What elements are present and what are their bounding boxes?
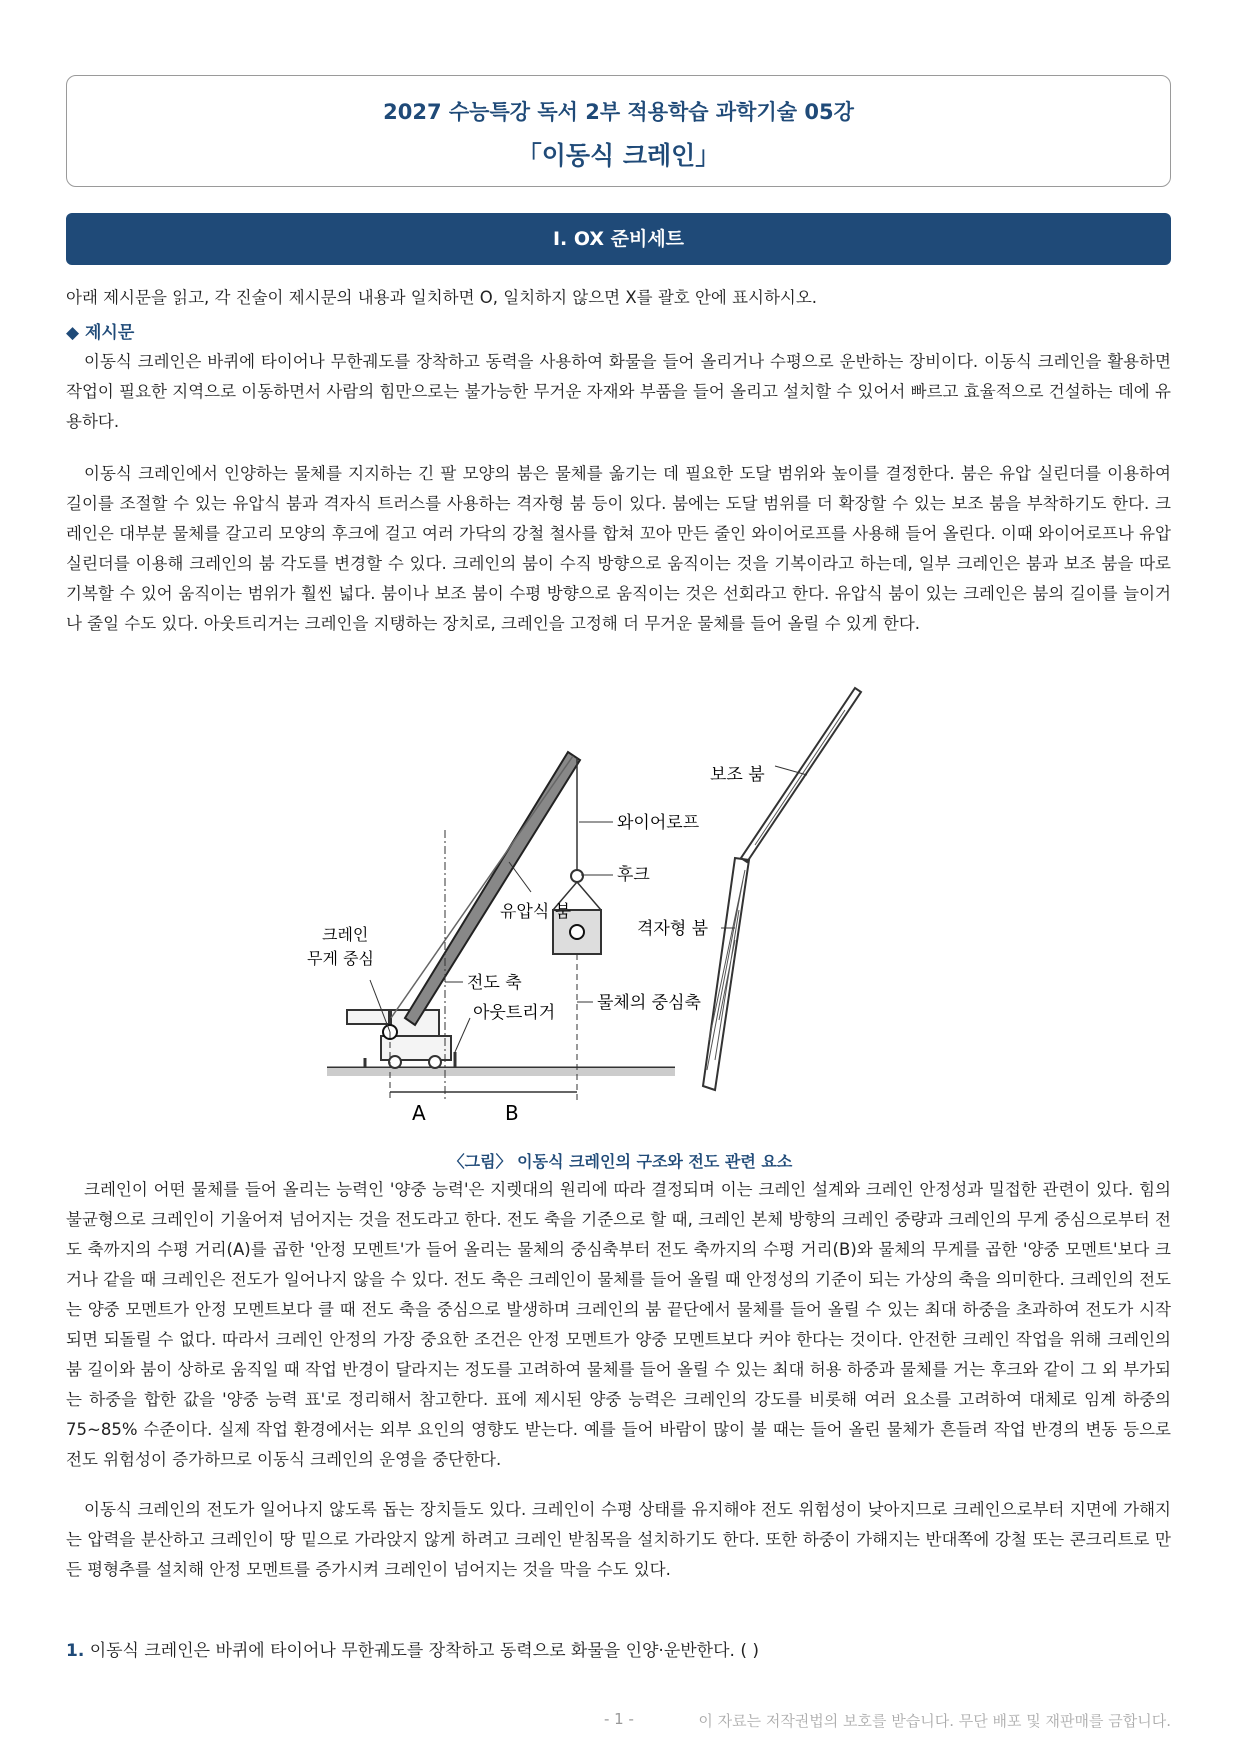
wheel (389, 1056, 401, 1068)
wire-rope-label: 와이어로프 (617, 813, 700, 833)
distance-b-label: B (505, 1101, 519, 1125)
hydraulic-boom-label: 유압식 붐 (500, 902, 572, 922)
figure-caption: 〈그림〉 이동식 크레인의 구조와 전도 관련 요소 (448, 1152, 793, 1171)
cog-label-line1: 크레인 (322, 925, 369, 944)
instruction-text: 아래 제시문을 읽고, 각 진술이 제시문의 내용과 일치하면 O, 일치하지 않으면 X를 괄호 안에 표시하시오. (66, 288, 818, 307)
crane-figure (295, 680, 945, 1140)
cog-label-line2: 무게 중심 (307, 949, 374, 968)
passage-title: 「이동식 크레인」 (516, 141, 721, 170)
copyright-notice: 이 자료는 저작권법의 보호를 받습니다. 무단 배포 및 재판매를 금합니다. (698, 1712, 1171, 1730)
page-number: - 1 - (604, 1710, 634, 1728)
question-text: 이동식 크레인은 바퀴에 타이어나 무한궤도를 장착하고 동력으로 화물을 인양·운반한다. ( ) (89, 1641, 760, 1661)
distance-a-label: A (412, 1101, 426, 1125)
sling-right (577, 882, 601, 910)
hook (571, 870, 583, 882)
paragraph-2: 이동식 크레인에서 인양하는 물체를 지지하는 긴 팔 모양의 붐은 물체를 옮기는 데 필요한 도달 범위와 높이를 결정한다. 붐은 유압 실린더를 이용하여 길이를 조절할 수 있는 유압식 붐과 격자식 트러스를 사용하는 격자형 붐 등이 있다. 붐에는 도달 범위를 더 확장할 수 있는 보조 붐을 부착하기도 한다. 크레인은 대부분 물체를 갈고리 모양의 후크에 걸고 여러 가닥의 강철 철사를 합쳐 꼬아 만든 줄인 와이어로프를 사용해 들어 올린다. 이때 와이어로프나 유압 실린더를 이용해 크레인의 붐 각도를 변경할 수 있다. 크레인의 붐이 수직 방향으로 움직이는 것을 기복이라고 하는데, 일부 크레인은 붐과 보조 붐을 따로 기복할 수 있어 움직이는 범위가 훨씬 넓다. 붐이나 보조 붐이 수평 방향으로 움직이는 것은 선회라고 한다. 유압식 붐이 있는 크레인은 붐의 길이를 늘이거나 줄일 수도 있다. 아웃트리거는 크레인을 지탱하는 장치로, 크레인을 고정해 더 무거운 물체를 들어 올릴 수 있게 한다. (66, 464, 1171, 633)
load-axis-label: 물체의 중심축 (597, 993, 701, 1013)
lattice-bracing (707, 870, 745, 1070)
tipping-axis-label: 전도 축 (467, 973, 522, 993)
paragraph-3: 크레인이 어떤 물체를 들어 올리는 능력인 '양중 능력'은 지렛대의 원리에 따라 결정되며 이는 크레인 설계와 크레인 안정성과 밀접한 관련이 있다. 힘의 불균형으로 크레인이 기울어져 넘어지는 것을 전도라고 한다. 전도 축을 기준으로 할 때, 크레인 본체 방향의 크레인 중량과 크레인의 무게 중심으로부터 전도 축까지의 수평 거리(A)를 곱한 '안정 모멘트'가 들어 올리는 물체의 중심축부터 전도 축까지의 수평 거리(B)와 물체의 무게를 곱한 '양중 모멘트'보다 크거나 같을 때 크레인은 전도가 일어나지 않을 수 있다. 전도 축은 크레인이 물체를 들어 올릴 때 안정성의 기준이 되는 가상의 축을 의미한다. 크레인의 전도는 양중 모멘트가 안정 모멘트보다 클 때 전도 축을 중심으로 발생하며 크레인의 붐 끝단에서 물체를 들어 올릴 수 있는 최대 하중을 초과하여 전도가 시작되면 되돌릴 수 없다. 따라서 크레인 안정의 가장 중요한 조건은 안정 모멘트가 양중 모멘트보다 커야 한다는 것이다. 안전한 크레인 작업을 위해 크레인의 붐 길이와 붐이 상하로 움직일 때 작업 반경이 달라지는 정도를 고려하여 물체를 들어 올릴 수 있는 최대 허용 하중과 물체를 거는 후크와 같이 그 외 부가되는 하중을 합한 값을 '양중 능력 표'로 정리해서 참고한다. 표에 제시된 양중 능력은 크레인의 강도를 비롯해 여러 요소를 고려하여 대체로 임계 하중의 75~85% 수준이다. 실제 작업 환경에서는 외부 요인의 영향도 받는다. 예를 들어 바람이 많이 불 때는 들어 올린 물체가 흔들려 작업 반경의 변동 등으로 전도 위험성이 증가하므로 이동식 크레인의 운영을 중단한다. (66, 1180, 1171, 1469)
passage-label: ◆ 제시문 (66, 323, 135, 343)
title-box (66, 75, 1171, 187)
paragraph-1: 이동식 크레인은 바퀴에 타이어나 무한궤도를 장착하고 동력을 사용하여 화물을 들어 올리거나 수평으로 운반하는 장비이다. 이동식 크레인을 활용하면 작업이 필요한 지역으로 이동하면서 사람의 힘만으로는 불가능한 무거운 자재와 부품을 들어 올리고 설치할 수 있어서 빠르고 효율적으로 건설하는 데에 유용하다. (66, 352, 1171, 431)
question-number: 1. (66, 1641, 85, 1661)
load-center-marker (570, 925, 584, 939)
hook-label: 후크 (617, 865, 650, 885)
aux-bracing (755, 710, 845, 845)
auxiliary-boom-label: 보조 붐 (710, 765, 765, 785)
lattice-boom-label: 격자형 붐 (637, 919, 709, 939)
question-1[interactable] (66, 1636, 759, 1661)
course-title: 2027 수능특강 독서 2부 적용학습 과학기술 05강 (383, 100, 854, 124)
section-header: Ⅰ. OX 준비세트 (66, 213, 1171, 265)
ground-hatch (327, 1068, 675, 1076)
outrigger-label: 아웃트리거 (473, 1003, 556, 1023)
paragraph-4: 이동식 크레인의 전도가 일어나지 않도록 돕는 장치들도 있다. 크레인이 수평 상태를 유지해야 전도 위험성이 낮아지므로 크레인으로부터 지면에 가해지는 압력을 분산하고 크레인이 땅 밑으로 가라앉지 않게 하려고 크레인 받침목을 설치하기도 한다. 또한 하중이 가해지는 반대쪽에 강철 또는 콘크리트로 만든 평형추를 설치해 안정 모멘트를 증가시켜 크레인이 넘어지는 것을 막을 수도 있다. (66, 1500, 1171, 1579)
wheel (429, 1056, 441, 1068)
